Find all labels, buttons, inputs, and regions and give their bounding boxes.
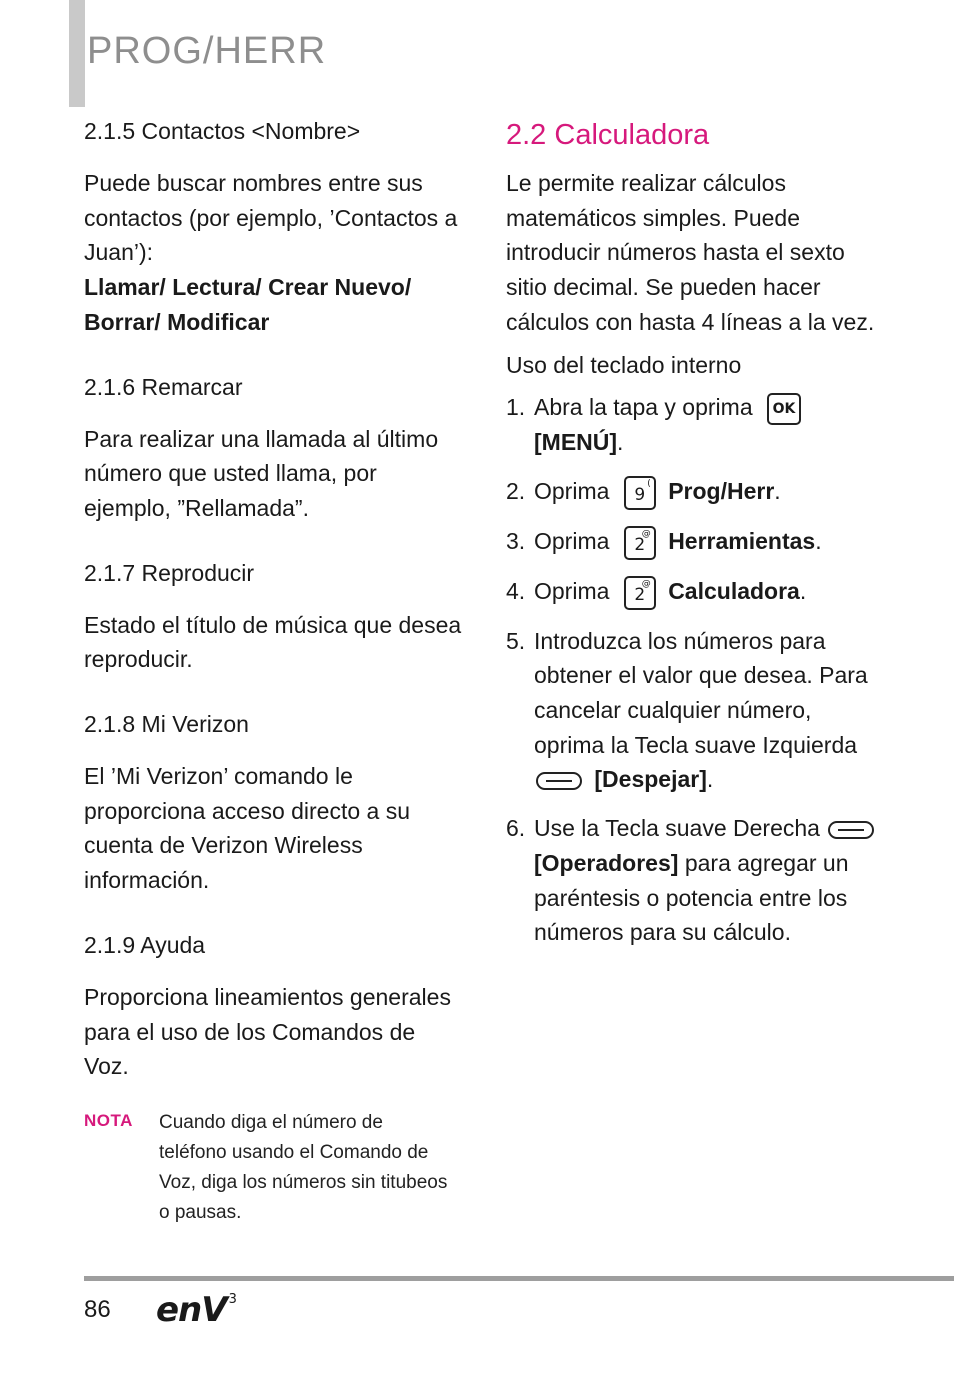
step-text: Abra la tapa y oprima bbox=[534, 394, 753, 421]
key-sub-glyph: ( bbox=[647, 478, 651, 489]
step-text: Introduzca los números para obtener el valor que desea. Para cancelar cualquier número, oprima la Tecla suave Izquierda bbox=[534, 627, 868, 758]
right-soft-key-icon bbox=[828, 821, 874, 839]
footer-rule bbox=[84, 1276, 954, 1281]
step-bold-label: Herramientas bbox=[668, 527, 816, 554]
step-punct: . bbox=[706, 766, 714, 793]
section-2-1-6-body: Para realizar una llamada al último número que usted llama, por ejemplo, ”Rellamada”. bbox=[84, 425, 439, 521]
env3-logo bbox=[156, 1290, 236, 1330]
steps-list bbox=[506, 390, 886, 950]
key-sub-glyph: @ bbox=[641, 528, 651, 539]
step-punct: . bbox=[774, 477, 781, 504]
step-bold-label: [Despejar] bbox=[594, 766, 707, 793]
section-2-1-9-body: Proporciona lineamientos generales para el uso de los Comandos de Voz. bbox=[84, 983, 451, 1080]
key-digit: 2 bbox=[634, 534, 646, 555]
section-2-1-7-body: Estado el título de música que desea reproducir. bbox=[84, 611, 462, 673]
step-punct: . bbox=[617, 429, 624, 456]
step-number: 6. bbox=[506, 815, 526, 842]
step-bold-label: Prog/Herr bbox=[668, 477, 775, 504]
keyboard-subheading: Uso del teclado interno bbox=[506, 351, 742, 378]
step-number: 4. bbox=[506, 577, 526, 604]
header-side-bar bbox=[69, 0, 85, 107]
left-column bbox=[84, 116, 464, 1084]
section-2-1-5-body: Puede buscar nombres entre sus contactos (por ejemplo, ’Contactos a Juan’): bbox=[84, 170, 458, 266]
page-header-title: PROG/HERR bbox=[87, 30, 327, 72]
brand-text: enV bbox=[156, 1290, 227, 1330]
section-2-1-7-heading: 2.1.7 Reproducir bbox=[84, 559, 255, 586]
step-item bbox=[506, 811, 886, 950]
step-item bbox=[506, 624, 886, 798]
note-box bbox=[84, 1108, 454, 1228]
step-bold-label: [Operadores] bbox=[534, 849, 679, 876]
step-text-tail: para agregar un paréntesis o potencia entre los números para su cálculo. bbox=[534, 849, 849, 946]
step-number: 5. bbox=[506, 627, 526, 654]
step-punct: . bbox=[799, 577, 807, 604]
right-column bbox=[506, 116, 886, 964]
step-bold-label: [MENÚ] bbox=[534, 429, 618, 456]
step-number: 2. bbox=[506, 477, 526, 504]
section-2-2-heading: 2.2 Calculadora bbox=[506, 119, 710, 151]
note-label: NOTA bbox=[84, 1111, 133, 1130]
section-2-1-9-heading: 2.1.9 Ayuda bbox=[84, 931, 206, 958]
step-text: Oprima bbox=[534, 527, 610, 554]
step-text: Oprima bbox=[534, 577, 610, 604]
step-item bbox=[506, 574, 886, 610]
step-text: Oprima bbox=[534, 477, 610, 504]
left-soft-key-icon bbox=[536, 772, 582, 790]
key-9-icon bbox=[624, 476, 656, 510]
section-2-1-5-options: Llamar/ Lectura/ Crear Nuevo/ Borrar/ Modificar bbox=[84, 274, 412, 335]
step-number: 1. bbox=[506, 394, 526, 421]
page-number: 86 bbox=[84, 1296, 111, 1323]
key-sub-glyph: @ bbox=[641, 578, 651, 589]
step-bold-label: Calculadora bbox=[668, 577, 800, 604]
brand-sup: 3 bbox=[228, 1291, 236, 1307]
step-text: Use la Tecla suave Derecha bbox=[534, 815, 820, 842]
key-digit: 9 bbox=[634, 484, 646, 505]
section-2-1-8-body: El ’Mi Verizon’ comando le proporciona acceso directo a su cuenta de Verizon Wireless información. bbox=[84, 763, 411, 894]
step-punct: . bbox=[815, 527, 822, 554]
key-digit: 2 bbox=[634, 584, 646, 605]
key-2-icon bbox=[624, 576, 656, 610]
step-item bbox=[506, 524, 886, 560]
key-2-icon bbox=[624, 526, 656, 560]
section-2-1-6-heading: 2.1.6 Remarcar bbox=[84, 373, 243, 400]
section-2-1-5-heading: 2.1.5 Contactos <Nombre> bbox=[84, 118, 361, 144]
note-text: Cuando diga el número de teléfono usando el Comando de Voz, diga los números sin titubeos o pausas. bbox=[159, 1112, 448, 1223]
section-2-1-8-heading: 2.1.8 Mi Verizon bbox=[84, 711, 249, 738]
step-item bbox=[506, 390, 886, 460]
section-2-2-intro: Le permite realizar cálculos matemáticos simples. Puede introducir números hasta el sexto sitio decimal. Se pueden hacer cálculos con hasta 4 líneas a la vez. bbox=[506, 170, 875, 335]
step-number: 3. bbox=[506, 527, 526, 554]
ok-key-icon: OK bbox=[767, 393, 801, 425]
step-item bbox=[506, 474, 886, 510]
